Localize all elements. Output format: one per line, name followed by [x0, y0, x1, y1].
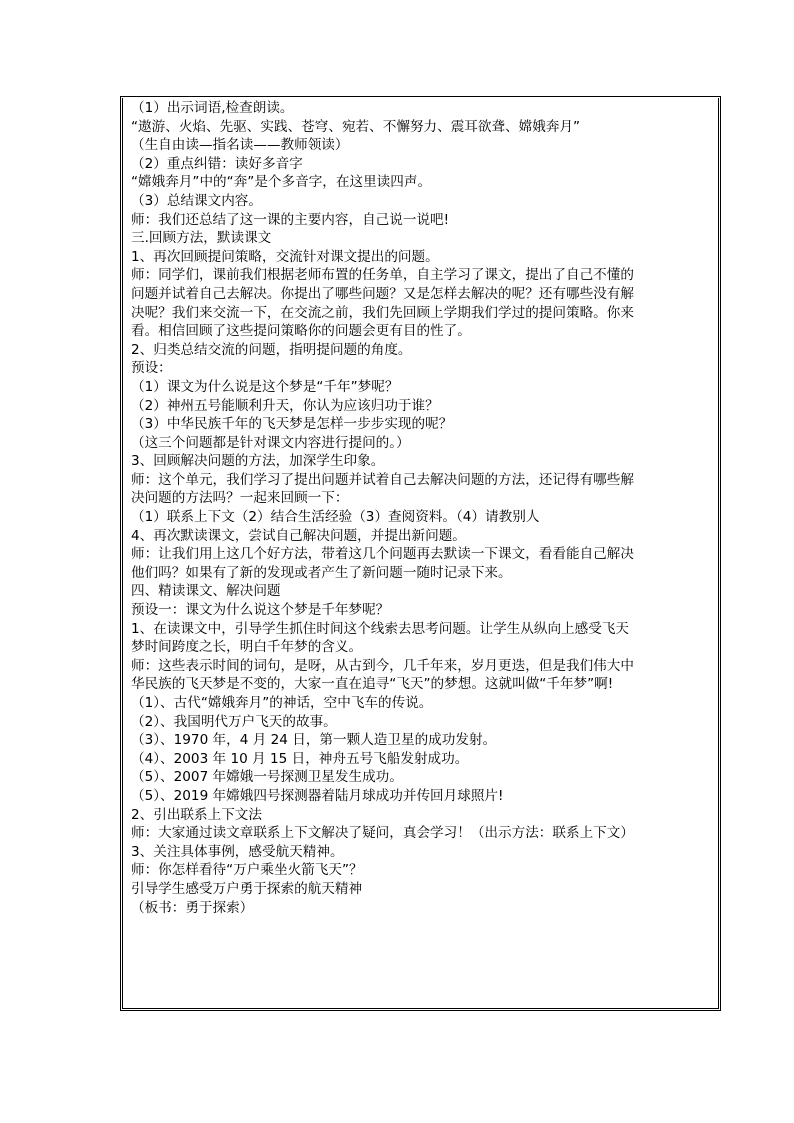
text-line: 他们吗？如果有了新的发现或者产生了新问题一随时记录下来。 — [131, 564, 512, 581]
lesson-plan-text — [131, 99, 715, 917]
text-line: 4、再次默读课文，尝试自己解决问题，并提出新问题。 — [131, 527, 466, 544]
text-line: （1）、古代“嫦娥奔月”的神话，空中飞车的传说。 — [131, 695, 433, 711]
text-line: 3、关注具体事例，感受航天精神。 — [131, 843, 344, 860]
text-line: 2、引出联系上下文法 — [131, 806, 262, 823]
text-line: （1）课文为什么说是这个梦是“千年”梦呢？ — [131, 378, 399, 395]
text-line: （5）、2019 年嫦娥四号探测器着陆月球成功并传回月球照片! — [131, 787, 504, 804]
text-line: 问题并试着自己去解决。你提出了哪些问题？又是怎样去解决的呢？还有哪些没有解 — [131, 285, 634, 302]
text-line: “嫦娥奔月”中的“奔”是个多音字，在这里读四声。 — [131, 174, 432, 191]
section-heading: 四、精读课文、解决问题 — [131, 583, 281, 600]
text-line: （2）、我国明代万户飞天的故事。 — [131, 713, 337, 730]
text-line: （1）联系上下文（2）结合生活经验（3）查阅资料。（4）请教别人 — [131, 509, 540, 526]
text-line: “遨游、火焰、先驱、实践、苍穹、宛若、不懈努力、震耳欲聋、嫦娥奔月” — [131, 118, 581, 135]
text-line: （4）、2003 年 10 月 15 日，神舟五号飞船发射成功。 — [131, 750, 469, 767]
text-line: 师：大家通过读文章联系上下文解决了疑问，真会学习！（出示方法：联系上下文） — [131, 825, 634, 842]
text-line: 1、在读课文中，引导学生抓住时间这个线索去思考问题。让学生从纵向上感受飞天 — [131, 620, 630, 637]
text-line: （2）重点纠错：读好多音字 — [131, 155, 303, 172]
text-line: 1、再次回顾提问策略，交流针对课文提出的问题。 — [131, 248, 439, 265]
text-line: （2）神州五号能顺利升天，你认为应该归功于谁？ — [131, 397, 439, 414]
text-line: （这三个问题都是针对课文内容进行提问的。） — [131, 434, 410, 451]
text-line: 师：这个单元，我们学习了提出问题并试着自己去解决问题的方法，还记得有哪些解 — [131, 471, 634, 488]
text-line: （3）、1970 年，4 月 24 日，第一颗人造卫星的成功发射。 — [131, 732, 497, 749]
text-line: 决问题的方法吗？一起来回顾一下： — [131, 490, 349, 507]
text-line: 华民族的飞天梦是不变的，大家一直在追寻“飞天”的梦想。这就叫做“千年梦”啊! — [131, 676, 614, 693]
text-line: 看。相信回顾了这些提问策略你的问题会更有目的性了。 — [131, 323, 471, 340]
text-line: 师：我们还总结了这一课的主要内容，自己说一说吧! — [131, 211, 450, 228]
text-line: （1）出示词语,检查朗读。 — [131, 100, 294, 116]
text-line: （3）总结课文内容。 — [131, 192, 262, 209]
text-line: 梦时间跨度之长，明白千年梦的含义。 — [131, 639, 363, 656]
section-heading: 三.回顾方法，默读课文 — [131, 230, 272, 247]
text-line: （板书：勇于探索） — [131, 899, 254, 916]
text-line: 师：这些表示时间的词句，是呀，从古到今，几千年来，岁月更迭，但是我们伟大中 — [131, 657, 634, 674]
text-line: 预设： — [131, 360, 172, 377]
text-line: （生自由读—指名读——教师领读） — [131, 137, 349, 154]
text-line: 预设一：课文为什么说这个梦是千年梦呢？ — [131, 602, 390, 619]
text-line: 3、回顾解决问题的方法，加深学生印象。 — [131, 453, 385, 470]
text-line: 决呢？我们来交流一下，在交流之前，我们先回顾上学期我们学过的提问策略。你来 — [131, 304, 634, 321]
text-line: 师：你怎样看待“万户乘坐火箭飞天”？ — [131, 862, 363, 879]
document-table-cell — [120, 96, 721, 1011]
text-line: 师：让我们用上这几个好方法，带着这几个问题再去默读一下课文，看看能自己解决 — [131, 546, 634, 563]
text-line: 引导学生感受万户勇于探索的航天精神 — [131, 880, 363, 897]
text-line: （5）、2007 年嫦娥一号探测卫星发生成功。 — [131, 769, 403, 786]
text-line: 2、归类总结交流的问题，指明提问题的角度。 — [131, 341, 412, 358]
text-line: （3）中华民族千年的飞天梦是怎样一步步实现的呢？ — [131, 416, 453, 433]
text-line: 师：同学们，课前我们根据老师布置的任务单，自主学习了课文，提出了自己不懂的 — [131, 267, 634, 284]
